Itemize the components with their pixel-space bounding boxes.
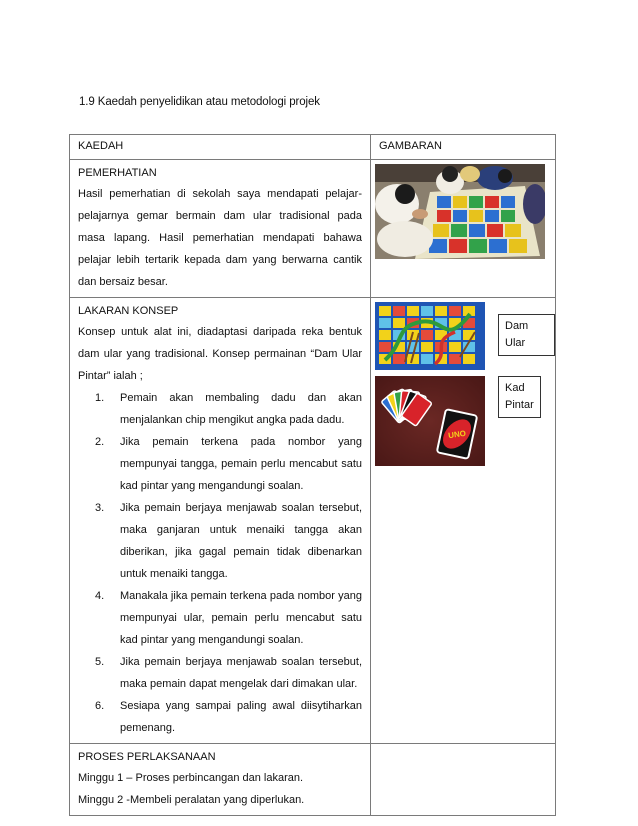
header-row bbox=[70, 135, 556, 160]
section-heading: 1.9 Kaedah penyelidikan atau metodologi projek bbox=[79, 96, 320, 108]
observation-text: Hasil pemerhatian di sekolah saya mendapati pelajar-pelajarnya gemar bermain dam ular tradisional pada masa lapang. Hasil pemerhatian mendapati bahawa pelajar lebih tertarik kepada dam yang berwarna cantik dan bersaiz besar. bbox=[78, 188, 362, 288]
process-row bbox=[70, 744, 556, 816]
snakes-ladders-board-image bbox=[375, 302, 485, 370]
rule-item: 5. Jika pemain berjaya menjawab soalan tersebut, maka pemain dapat mengelak dari dimakan ular. bbox=[95, 656, 362, 690]
dam-ular-label: Dam Ular bbox=[498, 314, 555, 356]
rule-item: 6. Sesiapa yang sampai paling awal diisytiharkan pemenang. bbox=[95, 700, 362, 734]
concept-row bbox=[70, 298, 556, 744]
concept-intro: Konsep untuk alat ini, diadaptasi daripada reka bentuk dam ular yang tradisional. Konsep permainan “Dam Ular Pintar” ialah ; bbox=[78, 326, 362, 382]
uno-cards-image bbox=[375, 376, 485, 466]
rule-item: 1. Pemain akan membaling dadu dan akan menjalankan chip mengikut angka pada dadu. bbox=[95, 392, 362, 426]
process-label: PROSES PERLAKSANAAN bbox=[78, 751, 216, 763]
students-playing-photo bbox=[375, 164, 545, 259]
concept-label: LAKARAN KONSEP bbox=[78, 305, 179, 317]
observation-label: PEMERHATIAN bbox=[78, 167, 157, 179]
col-header-method: KAEDAH bbox=[78, 140, 124, 152]
rule-item: 2. Jika pemain terkena pada nombor yang mempunyai tangga, pemain perlu mencabut satu kad pintar yang mengandungi soalan. bbox=[95, 436, 362, 492]
process-week-1: Minggu 1 – Proses perbincangan dan lakaran. bbox=[78, 772, 304, 784]
uno-logo-text: UNO bbox=[447, 428, 467, 441]
method-table bbox=[69, 134, 556, 816]
rule-item: 3. Jika pemain berjaya menjawab soalan tersebut, maka ganjaran untuk menaiki tangga akan diberikan, jika gagal pemain tidak dibenarkan untuk menaiki tangga. bbox=[95, 502, 362, 580]
process-week-2: Minggu 2 -Membeli peralatan yang diperlukan. bbox=[78, 794, 305, 806]
observation-row bbox=[70, 160, 556, 298]
rules-list bbox=[78, 387, 362, 739]
rule-item: 4. Manakala jika pemain terkena pada nombor yang mempunyai ular, pemain perlu mencabut satu kad pintar yang mengandungi soalan. bbox=[95, 590, 362, 646]
col-header-picture: GAMBARAN bbox=[379, 140, 442, 152]
kad-pintar-label: Kad Pintar bbox=[498, 376, 541, 418]
